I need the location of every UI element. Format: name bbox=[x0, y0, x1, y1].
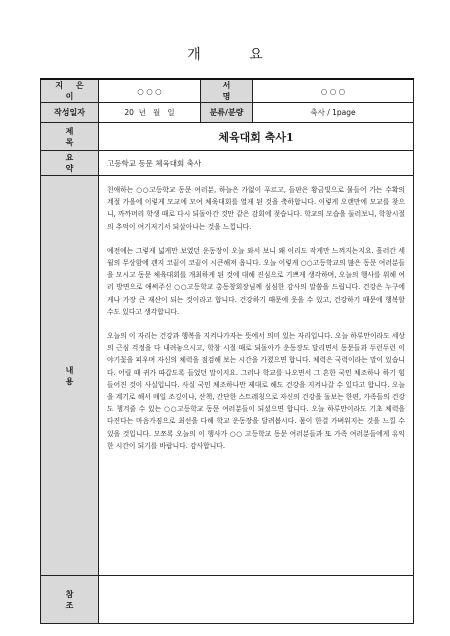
writer-row bbox=[41, 79, 414, 103]
reference-label: 참 조 bbox=[41, 576, 99, 624]
signature-label: 서 명 bbox=[201, 79, 253, 103]
signature-value: ○ ○ ○ bbox=[253, 79, 414, 103]
outline-form-table bbox=[40, 78, 414, 624]
date-row bbox=[41, 103, 414, 123]
category-label: 분류/분량 bbox=[201, 103, 253, 123]
reference-value bbox=[99, 576, 414, 624]
subject-row bbox=[41, 123, 414, 151]
date-value: 20 년 월 일 bbox=[99, 103, 201, 123]
summary-label: 요 약 bbox=[41, 151, 99, 176]
content-body bbox=[99, 176, 414, 576]
date-label: 작성일자 bbox=[41, 103, 99, 123]
writer-label: 지 은 이 bbox=[41, 79, 99, 103]
content-paragraph-2: 예전에는 그렇게 넓게만 보였던 운동장이 오늘 와서 보니 왜 이리도 작게만 느껴지는지요. 흘러간 세월의 무상함에 괜지 코끝이 코끝이 시큰해져 옵니다. 오늘 이렇게 ○○고등학교의 많은 동문 여러분들을 모시고 동문 체육대회를 개최하게 된 것에 대해 진심으로 기쁘게 생각하며, 오늘의 행사를 위해 여러 방면으로 애써주신 ○○고등학교 총동창회장님께 심심한 감사의 말씀을 드립니다. 건강은 누구에게나 가장 큰 재산이 되는 것이라고 합니다. 건강하기 때문에 웃을 수 있고, 건강하기 때문에 행복할 수도 있다고 생각합니다. bbox=[107, 246, 405, 316]
content-label: 내 용 bbox=[41, 176, 99, 576]
summary-value: 고등학교 동문 체육대회 축사 bbox=[99, 151, 414, 176]
content-paragraph-1: 친애하는 ○○고등학교 동문 여러분, 하늘은 가없이 푸르고, 들판은 황금빛으로 물들어 가는 수확의 계절 가을에 이렇게 모교에 모여 체육대회를 열게 된 것을 축하합니다. 이렇게 오랜만에 모교를 찾으니, 까까머리 학생 때로 다시 되돌아간 것만 같은 감회에 젖습니다. 학교의 모습을 둘러보니, 학창시절의 추억이 여기저기서 되살아나는 것을 느낍니다. bbox=[107, 186, 405, 231]
writer-value: ○ ○ ○ bbox=[99, 79, 201, 103]
summary-row bbox=[41, 151, 414, 176]
content-row bbox=[41, 176, 414, 576]
content-paragraph-3: 오늘의 이 자리는 건강과 행복을 지켜나가자는 뜻에서 의미 있는 자리입니다. 오늘 하루만이라도 세상의 근심 걱정을 다 내려놓으시고, 학창 시절 때로 되돌아가 운동장도 달리면서 동문들과 두런두런 이야기꽃을 피우며 자신의 체력을 점검해 보는 시간을 가졌으면 합니다. 체력은 국력이라는 말이 있습니다. 어릴 때 귀가 따갑도록 들었던 말이지요. 그러나 학교를 나오면서 그 흔한 국민 체조하나 하기 힘들어진 것이 사실입니다. 사실 국민 체조하나만 제대로 해도 건강을 지켜나갈 수 있다고 합니다. 오늘을 계기로 해서 매일 조깅이나, 산책, 간단한 스트레칭으로 자신의 건강을 돌보는 한편, 가족들의 건강도 챙겨줄 수 있는 ○○고등학교 동문 여러분들이 되셨으면 합니다. 오늘 하루만이라도 기초 체력을 다진다는 마음가짐으로 최선을 다해 학교 운동장을 달려봅시다. 몸이 한결 가벼워지는 것을 느낄 수 있을 것입니다. 모쪼록 오늘의 이 행사가 ○○ 고등학교 동문 여러분들과 또 가족 여러분들에게 유익한 시간이 되기를 바랍니다. 감사합니다. bbox=[107, 332, 405, 450]
reference-row bbox=[41, 576, 414, 624]
page-title: 개 요 bbox=[187, 47, 285, 63]
subject-value: 체육대회 축사1 bbox=[99, 123, 414, 151]
subject-label: 제 목 bbox=[41, 123, 99, 151]
category-value: 축사 / 1page bbox=[253, 103, 414, 123]
